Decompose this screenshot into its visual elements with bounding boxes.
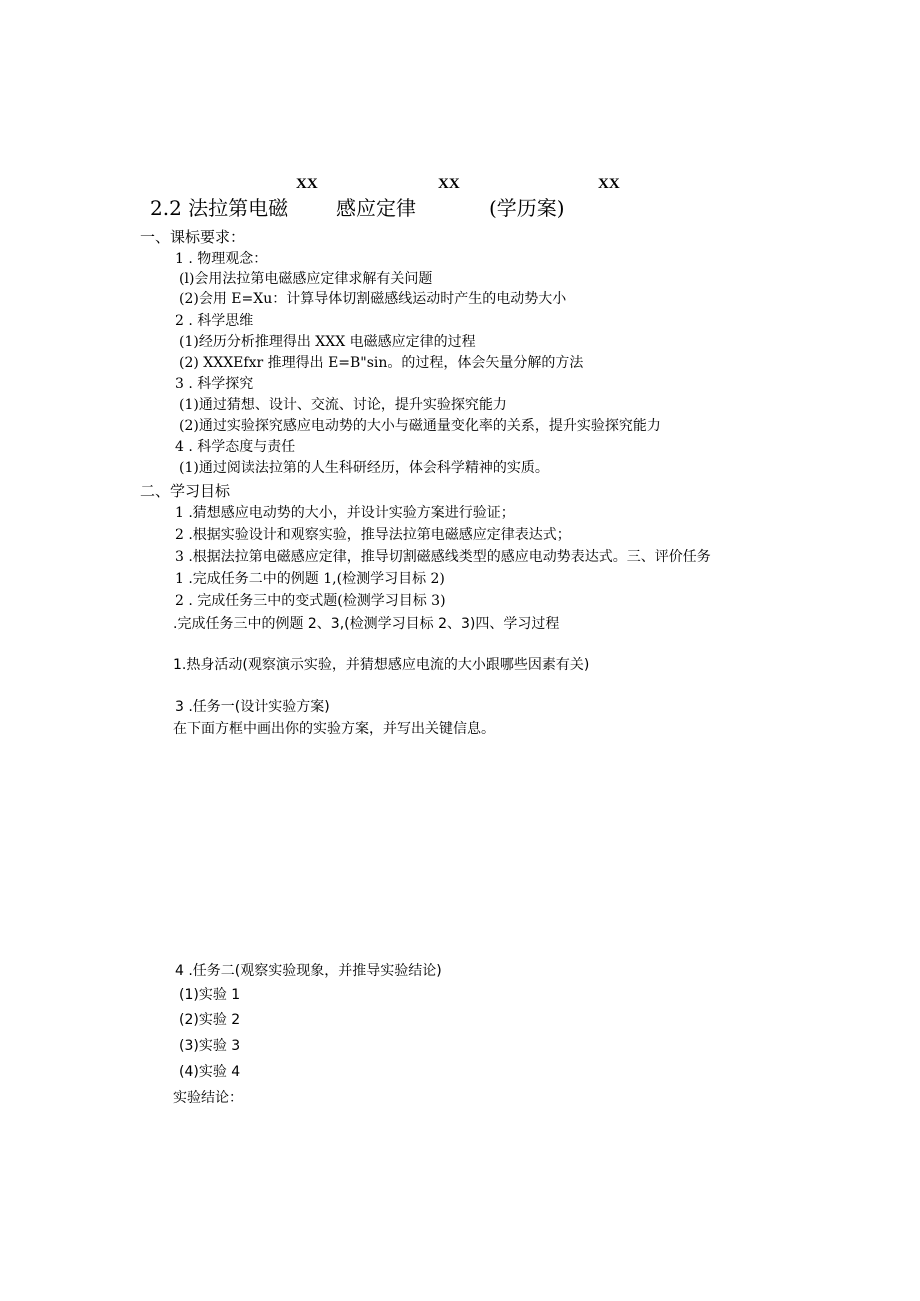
list-item: (1)通过阅读法拉第的人生科研经历，体会科学精神的实质。 xyxy=(179,460,549,476)
experiment-item: (4)实验 4 xyxy=(179,1064,241,1080)
list-item: (1)通过猜想、设计、交流、讨论，提升实验探究能力 xyxy=(179,397,507,413)
warmup-activity: 1.热身活动(观察演示实验，并猜想感应电流的大小跟哪些因素有关) xyxy=(173,657,590,673)
page-title-part3: (学历案) xyxy=(489,196,565,220)
task2-heading: 4 .任务二(观察实验现象，并推导实验结论) xyxy=(175,963,442,979)
list-item: 2 . 完成任务三中的变式题(检测学习目标 3) xyxy=(175,593,446,609)
page-title-part2: 感应定律 xyxy=(336,196,416,220)
experiment-item: (3)实验 3 xyxy=(179,1038,241,1054)
list-item: (2)通过实验探究感应电动势的大小与磁通量变化率的关系，提升实验探究能力 xyxy=(179,418,661,434)
list-item: 1 .猜想感应电动势的大小，并设计实验方案进行验证； xyxy=(175,505,515,521)
task1-instruction: 在下面方框中画出你的实验方案，并写出关键信息。 xyxy=(173,721,495,737)
header-mark-left: XX xyxy=(296,176,318,192)
section-heading-curriculum: 一、课标要求： xyxy=(140,228,246,246)
list-item: 1 . 物理观念： xyxy=(175,251,268,267)
section-heading-learning-goals: 二、学习目标 xyxy=(140,482,231,500)
experiment-item: (2)实验 2 xyxy=(179,1012,241,1028)
list-item: (2) XXXEfxr 推理得出 E=B"sin。的过程，体会矢量分解的方法 xyxy=(179,355,584,371)
list-item: .完成任务三中的例题 2、3,(检测学习目标 2、3)四、学习过程 xyxy=(173,616,560,632)
list-item: (1)经历分析推理得出 XXX 电磁感应定律的过程 xyxy=(179,334,476,350)
list-item: 1 .完成任务二中的例题 1,(检测学习目标 2) xyxy=(175,571,445,587)
conclusion-label: 实验结论： xyxy=(173,1090,243,1106)
list-item: (l)会用法拉第电磁感应定律求解有关问题 xyxy=(179,271,433,287)
list-item: 2 . 科学思维 xyxy=(175,313,254,329)
page-title-part1: 2.2 法拉第电磁 xyxy=(150,196,289,220)
experiment-item: (1)实验 1 xyxy=(179,987,241,1003)
list-item: 3 . 科学探究 xyxy=(175,376,254,392)
list-item: 2 .根据实验设计和观察实验，推导法拉第电磁感应定律表达式； xyxy=(175,527,571,543)
list-item: (2)会用 E=Xu：计算导体切割磁感线运动时产生的电动势大小 xyxy=(179,291,567,307)
header-mark-right: XX xyxy=(598,176,620,192)
task1-heading: 3 .任务一(设计实验方案) xyxy=(175,699,330,715)
list-item: 3 .根据法拉第电磁感应定律，推导切割磁感线类型的感应电动势表达式。三、评价任务 xyxy=(175,549,711,565)
list-item: 4 . 科学态度与责任 xyxy=(175,439,296,455)
header-mark-middle: XX xyxy=(438,176,460,192)
